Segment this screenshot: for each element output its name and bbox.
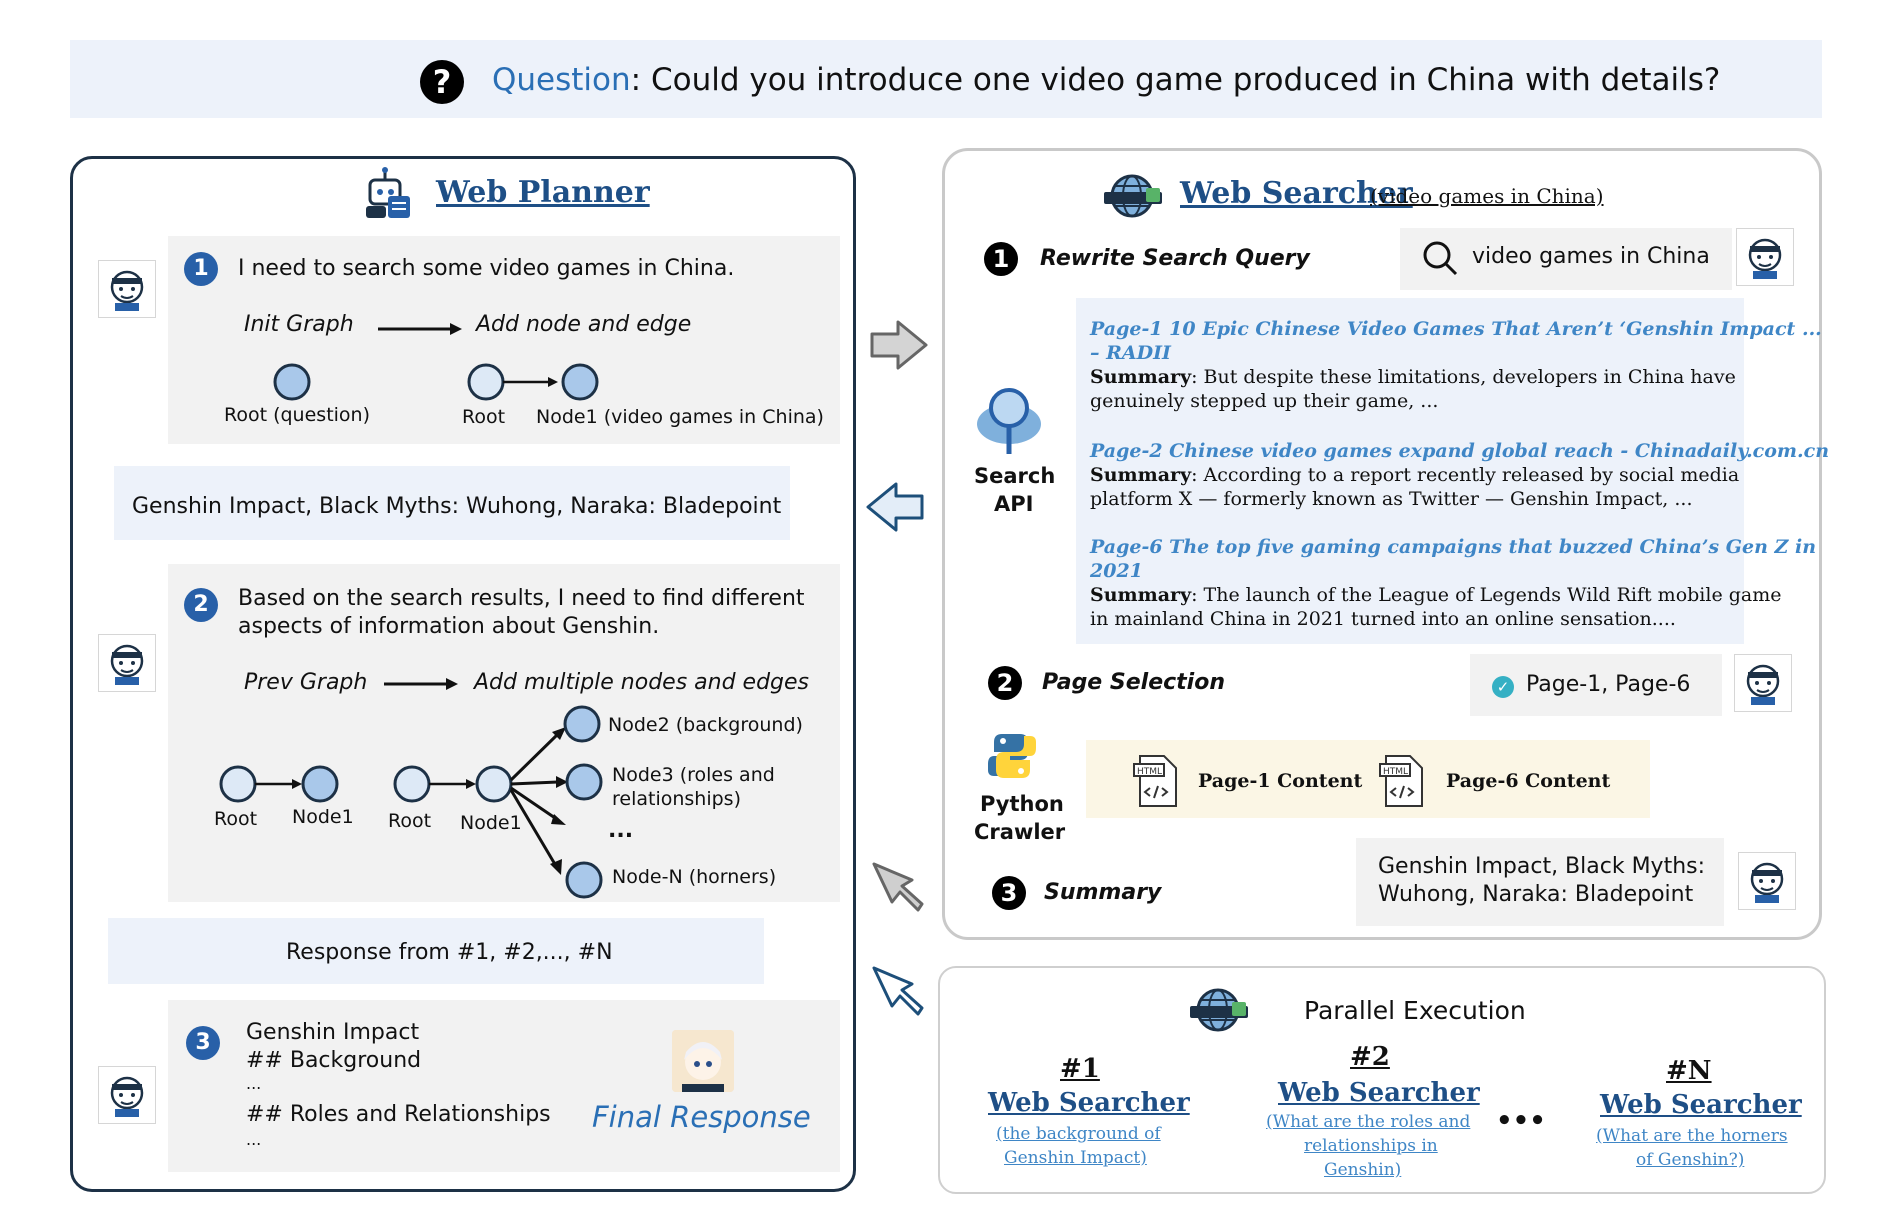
planner-avatar-1	[98, 260, 156, 318]
step3-line-4: ## Roles and Relationships	[246, 1102, 551, 1127]
result-2-summary-label: Summary	[1090, 464, 1192, 486]
step1-from-label: Init Graph	[244, 312, 354, 337]
result-3-title-line1[interactable]: Page-6 The top five gaming campaigns that buzzed China’s Gen Z in	[1090, 536, 1817, 558]
parallel-2-name[interactable]: Web Searcher	[1278, 1078, 1480, 1108]
step3-line-1: Genshin Impact	[246, 1020, 420, 1045]
question-text	[492, 62, 1720, 98]
searcher-subtitle: (video games in China)	[1370, 184, 1604, 208]
result-1-title-line2[interactable]: – RADII	[1090, 342, 1171, 364]
searcher-avatar-3	[1738, 852, 1796, 910]
result-1-summary-label: Summary	[1090, 366, 1192, 388]
final-response-character-image	[672, 1030, 734, 1092]
node-root-1	[469, 365, 503, 399]
page-6-content-label: Page-6 Content	[1446, 770, 1611, 792]
step1-node-label-root: Root	[462, 406, 506, 428]
parallel-2-q2[interactable]: relationships in	[1304, 1136, 1438, 1156]
step2-from-label: Prev Graph	[244, 670, 368, 695]
node-root-question	[275, 365, 309, 399]
parallel-n-num: #N	[1666, 1056, 1712, 1086]
crawler-label-1: Python	[980, 792, 1064, 816]
step2-l-node1-label: Node1	[292, 806, 354, 828]
searcher-step1-number: 1	[984, 242, 1018, 276]
node-l-node1	[303, 767, 337, 801]
node-r-node1	[477, 767, 511, 801]
searcher-avatar-2	[1734, 654, 1792, 712]
step3-line-5: ...	[246, 1130, 262, 1149]
parallel-n-name[interactable]: Web Searcher	[1600, 1090, 1802, 1120]
step1-to-label: Add node and edge	[476, 312, 692, 337]
question-label: Question	[492, 62, 631, 98]
step3-line-3: ...	[246, 1074, 262, 1093]
searcher-step2-number: 2	[988, 666, 1022, 700]
search-api-icon	[974, 384, 1044, 456]
planner-avatar-2	[98, 634, 156, 692]
searcher-avatar-1	[1736, 228, 1794, 286]
result-3-title-line2[interactable]: 2021	[1090, 560, 1143, 582]
parallel-1-name[interactable]: Web Searcher	[988, 1088, 1190, 1118]
step2-r-root-label: Root	[388, 810, 432, 832]
result-2-title-line1[interactable]: Page-2 Chinese video games expand global reach - Chinadaily.com.cn	[1090, 440, 1830, 462]
search-query-text: video games in China	[1472, 244, 1710, 269]
step3-number: 3	[186, 1026, 220, 1060]
node-node-n	[567, 863, 601, 897]
step2-text-line2: aspects of information about Genshin.	[238, 614, 660, 639]
page-1-content-label: Page-1 Content	[1198, 770, 1363, 792]
arrow-from-parallel	[866, 962, 932, 1022]
check-circle-icon: ✓	[1492, 676, 1514, 698]
search-icon	[1420, 238, 1460, 278]
searcher-globe-icon	[1102, 170, 1164, 222]
html-file-icon-2	[1378, 754, 1426, 808]
planner-robot-icon	[360, 166, 416, 222]
searcher-step1-label: Rewrite Search Query	[1040, 246, 1310, 271]
parallel-1-q1[interactable]: (the background of	[996, 1124, 1161, 1144]
searcher-step3-label: Summary	[1044, 880, 1162, 905]
result-1-summary-1	[1090, 366, 1736, 388]
result-1-summary-2: genuinely stepped up their game, ...	[1090, 390, 1439, 412]
planner-avatar-3	[98, 1066, 156, 1124]
crawler-label-2: Crawler	[974, 820, 1066, 844]
step2-to-label: Add multiple nodes and edges	[474, 670, 810, 695]
arrow-to-planner	[862, 480, 926, 534]
question-body: : Could you introduce one video game produced in China with details?	[630, 62, 1721, 98]
step1-text: I need to search some video games in China.	[238, 256, 735, 281]
question-icon: ?	[420, 60, 464, 104]
result-1-title-line1[interactable]: Page-1 10 Epic Chinese Video Games That Aren’t ‘Genshin Impact ...	[1090, 318, 1822, 340]
svg-text:HTML: HTML	[1137, 767, 1163, 777]
parallel-1-q2[interactable]: Genshin Impact)	[1004, 1148, 1147, 1168]
parallel-title: Parallel Execution	[1304, 996, 1526, 1025]
result-2-summary-text-1: : According to a report recently released by social media	[1191, 464, 1740, 486]
final-response-label: Final Response	[592, 1100, 811, 1134]
step2-l-root-label: Root	[214, 808, 258, 830]
result-3-summary-1	[1090, 584, 1782, 606]
result-2-summary-1	[1090, 464, 1739, 486]
step2-number: 2	[184, 588, 218, 622]
svg-text:HTML: HTML	[1383, 767, 1409, 777]
result-1-summary-text-1: : But despite these limitations, developers in China have	[1191, 366, 1736, 388]
html-file-icon-1	[1132, 754, 1180, 808]
parallel-2-q3[interactable]: Genshin)	[1324, 1160, 1402, 1180]
python-icon	[986, 730, 1038, 782]
parallel-n-q1[interactable]: (What are the horners	[1596, 1126, 1788, 1146]
node-l-root	[221, 767, 255, 801]
parallel-n-q2[interactable]: of Genshin?)	[1636, 1150, 1745, 1170]
branch-node3-label-2: relationships)	[612, 788, 741, 810]
step2-r-node1-label: Node1	[460, 812, 522, 834]
step1-arrow-head	[450, 323, 462, 335]
parallel-2-q1[interactable]: (What are the roles and	[1266, 1112, 1471, 1132]
parallel-1-num: #1	[1060, 1054, 1100, 1084]
parallel-globe-icon	[1188, 984, 1250, 1036]
search-api-label-2: API	[994, 492, 1034, 516]
node-node1	[563, 365, 597, 399]
branch-node-n-label: Node-N (horners)	[612, 866, 777, 888]
result-3-summary-label: Summary	[1090, 584, 1192, 606]
response-bar-text: Response from #1, #2,..., #N	[286, 940, 613, 965]
summary-line-2: Wuhong, Naraka: Bladepoint	[1378, 882, 1694, 907]
step1-node-label-root-question: Root (question)	[224, 404, 370, 426]
result-2-summary-2: platform X — formerly known as Twitter — Genshin Impact, ...	[1090, 488, 1693, 510]
summary-line-1: Genshin Impact, Black Myths:	[1378, 854, 1706, 879]
result-3-summary-2: in mainland China in 2021 turned into an online sensation....	[1090, 608, 1676, 630]
branch-ellipsis: ...	[608, 818, 634, 843]
planner-result-text: Genshin Impact, Black Myths: Wuhong, Naraka: Bladepoint	[132, 494, 782, 519]
search-api-label-1: Search	[974, 464, 1056, 488]
step1-node-label-node1: Node1 (video games in China)	[536, 406, 824, 428]
page-selection-text: Page-1, Page-6	[1526, 672, 1691, 697]
branch-node3-label-1: Node3 (roles and	[612, 764, 775, 786]
branch-node2-label: Node2 (background)	[608, 714, 803, 736]
parallel-ellipsis: •••	[1496, 1106, 1546, 1136]
searcher-step3-number: 3	[992, 876, 1026, 910]
planner-title: Web Planner	[436, 175, 650, 210]
searcher-title: Web Searcher	[1180, 176, 1413, 211]
step1-number: 1	[184, 252, 218, 286]
node-r-root	[395, 767, 429, 801]
step3-line-2: ## Background	[246, 1048, 422, 1073]
step2-text-line1: Based on the search results, I need to find different	[238, 586, 805, 611]
searcher-step2-label: Page Selection	[1042, 670, 1225, 695]
result-3-summary-text-1: : The launch of the League of Legends Wild Rift mobile game	[1191, 584, 1782, 606]
arrow-to-searcher	[868, 318, 932, 372]
arrow-from-summary	[866, 858, 932, 918]
parallel-2-num: #2	[1350, 1042, 1390, 1072]
node-node3	[567, 765, 601, 799]
node-node2	[565, 707, 599, 741]
